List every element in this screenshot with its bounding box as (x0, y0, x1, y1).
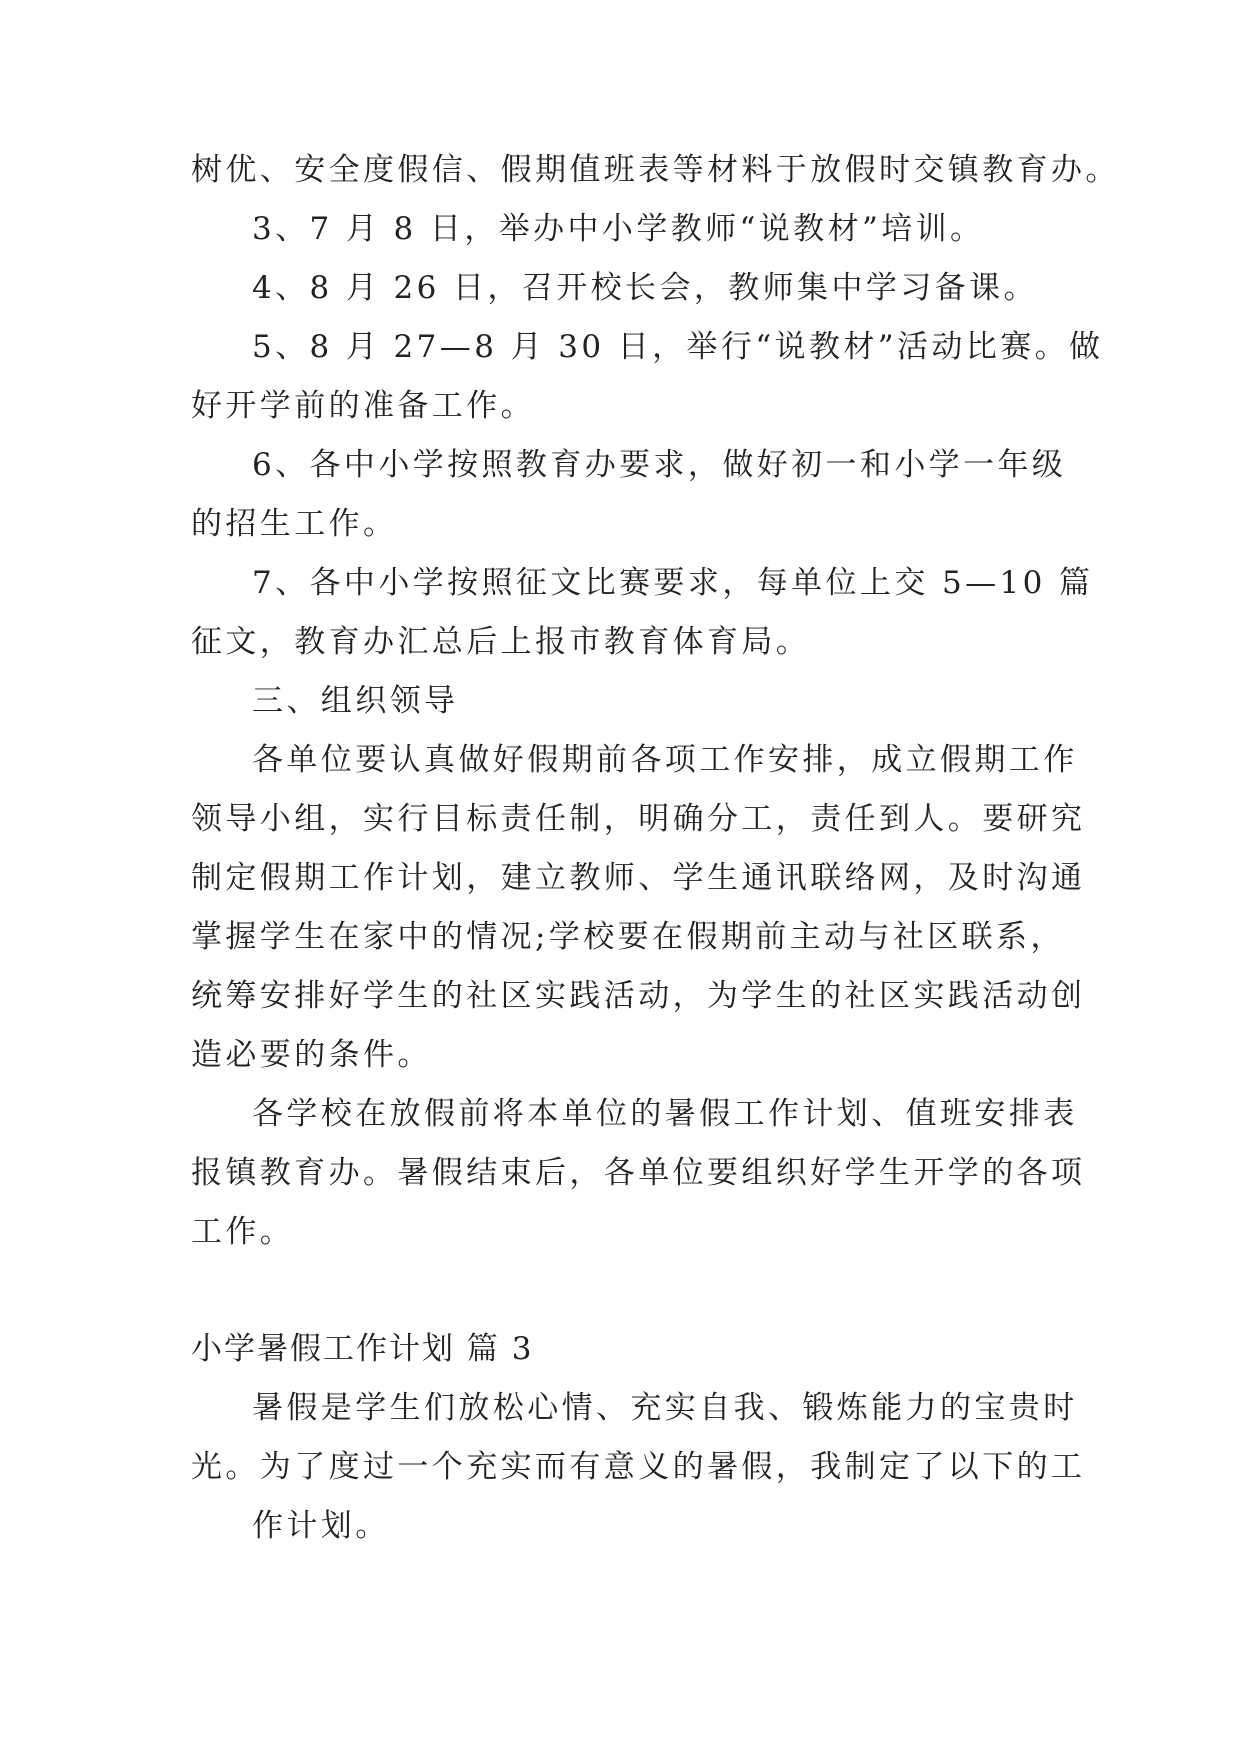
body-line: 好开学前的准备工作。 (191, 388, 535, 424)
paragraph-line: 光。为了度过一个充实而有意义的暑假，我制定了以下的工 (191, 1449, 1086, 1485)
article-title: 小学暑假工作计划 篇 3 (191, 1331, 534, 1367)
paragraph-line: 掌握学生在家中的情况;学校要在假期前主动与社区联系， (191, 919, 1065, 955)
paragraph-line: 各学校在放假前将本单位的暑假工作计划、值班安排表 (252, 1096, 1078, 1132)
paragraph-line: 报镇教育办。暑假结束后，各单位要组织好学生开学的各项 (191, 1155, 1086, 1191)
paragraph-line: 制定假期工作计划，建立教师、学生通讯联络网，及时沟通 (191, 860, 1086, 896)
body-line: 的招生工作。 (191, 506, 398, 542)
paragraph-line: 各单位要认真做好假期前各项工作安排，成立假期工作 (252, 742, 1078, 778)
list-item-3: 3、7 月 8 日，举办中小学教师“说教材”培训。 (252, 211, 985, 247)
paragraph-line: 领导小组，实行目标责任制，明确分工，责任到人。要研究 (191, 801, 1086, 837)
body-line: 树优、安全度假信、假期值班表等材料于放假时交镇教育办。 (191, 152, 1120, 188)
paragraph-line: 统筹安排好学生的社区实践活动，为学生的社区实践活动创 (191, 978, 1086, 1014)
paragraph-line: 工作。 (191, 1214, 295, 1250)
paragraph-line: 作计划。 (252, 1508, 390, 1544)
list-item-6: 6、各中小学按照教育办要求，做好初一和小学一年级 (252, 447, 1067, 483)
paragraph-line: 造必要的条件。 (191, 1037, 432, 1073)
list-item-7: 7、各中小学按照征文比赛要求，每单位上交 5—10 篇 (252, 565, 1094, 601)
list-item-4: 4、8 月 26 日，召开校长会，教师集中学习备课。 (252, 270, 1038, 306)
paragraph-line: 暑假是学生们放松心情、充实自我、锻炼能力的宝贵时 (252, 1390, 1078, 1426)
body-line: 征文，教育办汇总后上报市教育体育局。 (191, 624, 811, 660)
section-heading: 三、组织领导 (252, 683, 459, 719)
list-item-5: 5、8 月 27—8 月 30 日，举行“说教材”活动比赛。做 (252, 329, 1104, 365)
